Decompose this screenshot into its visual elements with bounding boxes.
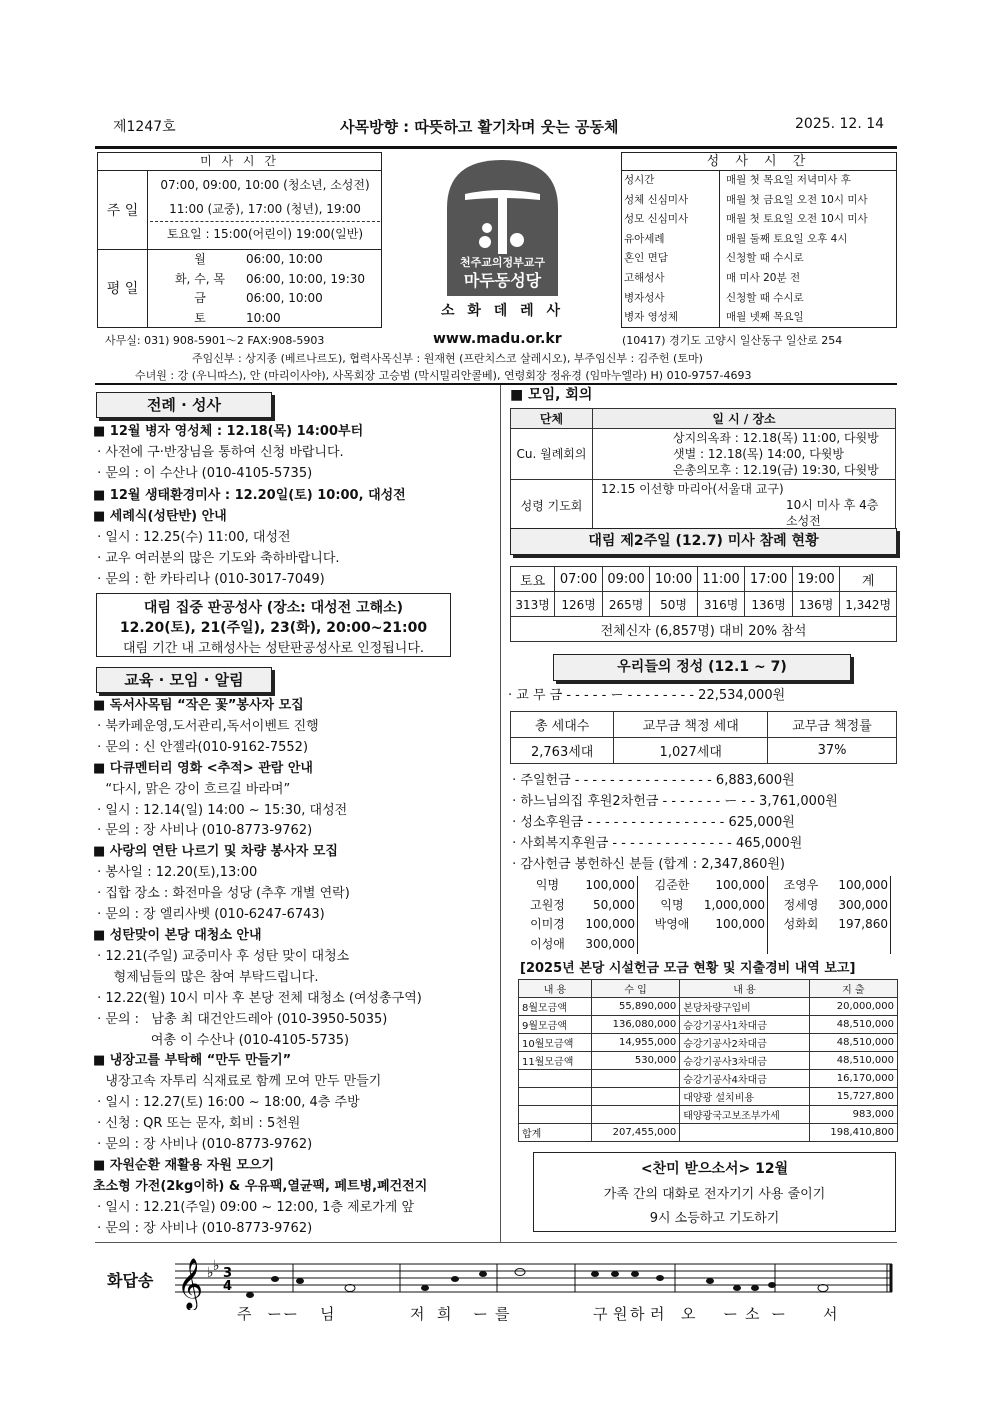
attendance-value: 265명: [602, 592, 650, 617]
offering-line: · 성소후원금 - - - - - - - - - - - - - - - - 625,000원: [508, 815, 795, 830]
header-rule: [95, 146, 897, 149]
meeting-group-cu: Cu. 월례회의: [511, 429, 593, 480]
facility-cell: [591, 1088, 679, 1106]
notice-line: · 12.21(주일) 교중미사 후 성탄 맞이 대청소: [93, 948, 350, 964]
attendance-head: 07:00: [555, 567, 603, 592]
offering-line: · 주일헌금 - - - - - - - - - - - - - - - - 6,883,600원: [508, 773, 795, 788]
facility-cell: 20,000,000: [809, 998, 897, 1016]
facility-cell: 8월모금액: [519, 998, 592, 1016]
notice-line: · 사전에 구·반장님을 통하여 신청 바랍니다.: [93, 445, 344, 461]
lyric-syllable: 오: [681, 1305, 696, 1323]
lyric-syllable: 원: [613, 1305, 628, 1323]
notice-line: · 일시 : 12.25(수) 11:00, 대성전: [93, 530, 291, 546]
facility-cell: 승강기공사1차대금: [680, 1016, 809, 1034]
facility-title: [2025년 본당 시설헌금 모금 현황 및 지출경비 내역 보고]: [520, 961, 856, 976]
facility-cell: [680, 1124, 809, 1142]
thanks-name: 박영애: [654, 917, 690, 931]
thanks-amount: 300,000: [570, 935, 638, 955]
psalm-label: 화답송: [107, 1271, 154, 1290]
svg-text:♭: ♭: [207, 1265, 214, 1281]
thanks-amount: [826, 935, 891, 955]
thanks-name: 이미경: [530, 917, 565, 931]
facility-cell: 530,000: [591, 1052, 679, 1070]
dues-value: 1,027세대: [614, 738, 768, 764]
meeting-line: 12.15 이선향 마리아(서울대 교구): [601, 482, 784, 496]
lyric-syllable: ー: [283, 1305, 299, 1323]
attendance-value: 1,342명: [840, 592, 897, 617]
lyric-syllable: 희: [437, 1305, 452, 1323]
sacrament-time: 신청할 때 수시로: [726, 252, 804, 265]
lyric-syllable: 소: [745, 1305, 760, 1323]
facility-cell: 14,955,000: [591, 1034, 679, 1052]
facility-cell: 승강기공사4차대금: [680, 1070, 809, 1088]
thanks-row: [525, 896, 899, 916]
svg-text:𝄞: 𝄞: [177, 1258, 204, 1309]
sacrament-time: 매 미사 20분 전: [726, 271, 801, 284]
notice-line: ■ 다큐멘터리 영화 <추적> 관람 안내: [93, 760, 313, 776]
facility-cell: [519, 1088, 592, 1106]
facility-head: 지 출: [809, 980, 897, 998]
facility-cell: 본당차량구입비: [680, 998, 809, 1016]
lyric-syllable: 서: [823, 1305, 838, 1323]
facility-cell: [591, 1106, 679, 1124]
facility-row: [519, 1034, 898, 1052]
thanks-name: 조영우: [783, 878, 819, 892]
laudato-si-title: <찬미 받으소서> 12월: [640, 1161, 789, 1177]
weekday-day: 화, 수, 목: [174, 271, 226, 286]
music-staff: [175, 1250, 895, 1310]
sacrament-time: 매월 둘째 토요일 오후 4시: [726, 232, 848, 245]
thanks-name: [776, 935, 826, 955]
attendance-head: 토요: [511, 567, 555, 592]
attendance-head: 19:00: [792, 567, 840, 592]
facility-row: [519, 1052, 898, 1070]
laudato-si-box: [533, 1152, 896, 1232]
facility-head: 내 용: [519, 980, 592, 998]
facility-row: [519, 1124, 898, 1142]
sacrament-name: 고해성사: [622, 269, 720, 289]
facility-cell: [519, 1106, 592, 1124]
dues-line: · 교 무 금 - - - - - ー - - - - - - - - 22,534,000원: [508, 688, 786, 703]
patron-saint: 소 화 데 레 사: [440, 303, 565, 319]
thanks-amount: 50,000: [570, 896, 638, 916]
facility-cell: 합계: [519, 1124, 592, 1142]
lyric-syllable: ー: [267, 1305, 283, 1323]
thanks-row: [525, 935, 899, 955]
notice-line: ■ 12월 생태환경미사 : 12.20일(토) 10:00, 대성전: [93, 487, 406, 503]
weekday-time: 06:00, 10:00: [246, 252, 323, 266]
notice-line: “다시, 맑은 강이 흐르길 바라며”: [93, 781, 291, 797]
weekday-time: 06:00, 10:00: [246, 291, 323, 305]
meeting-group-prayer: 성령 기도회: [511, 480, 593, 531]
laudato-si-line-1: 가족 간의 대화로 전자기기 사용 줄이기: [603, 1187, 826, 1202]
svg-text:3: 3: [223, 1266, 233, 1281]
issue-date: 2025. 12. 14: [795, 116, 885, 132]
sacrament-name: 병자성사: [622, 289, 720, 309]
facility-row: [519, 1088, 898, 1106]
facility-cell: 11월모금액: [519, 1052, 592, 1070]
notice-line: ■ 독서사목팀 “작은 꽃”봉사자 모집: [93, 698, 304, 713]
attendance-title: 대림 제2주일 (12.7) 미사 참례 현황: [510, 528, 897, 555]
lyric-syllable: 를: [495, 1305, 510, 1323]
facility-head: 내 용: [680, 980, 809, 998]
svg-text:♭: ♭: [213, 1258, 220, 1274]
attendance-value: 136명: [745, 592, 793, 617]
dues-value: 37%: [768, 738, 897, 764]
meeting-line: 10시 미사 후 4층 소성전: [786, 498, 879, 528]
facility-table: [518, 979, 898, 1142]
sacrament-row: [622, 289, 896, 309]
meeting-line: 상지의옥좌 : 12.18(목) 11:00, 다윗방: [673, 431, 879, 445]
attendance-head: 11:00: [697, 567, 745, 592]
thanks-row: [525, 915, 899, 935]
facility-row: [519, 1016, 898, 1034]
facility-row: [519, 998, 898, 1016]
offering-line: · 감사헌금 봉헌하신 분들 (합계 : 2,347,860원): [508, 857, 785, 872]
thanks-name: 정세영: [783, 897, 819, 912]
thanks-name: 고원정: [530, 897, 565, 912]
attendance-head: 계: [840, 567, 897, 592]
offering-line: · 하느님의집 후원2차헌금 - - - - - - - ー - - 3,761,000원: [508, 794, 838, 809]
notice-line: · 문의 : 장 사비나 (010-8773-9762): [93, 1220, 313, 1236]
attendance-value: 313명: [511, 592, 555, 617]
facility-cell: 55,890,000: [591, 998, 679, 1016]
facility-cell: 15,727,800: [809, 1088, 897, 1106]
facility-cell: 10월모금액: [519, 1034, 592, 1052]
facility-row: [519, 1106, 898, 1124]
thanks-name: [646, 935, 698, 955]
confession-notice: [96, 593, 451, 657]
sacrament-name: 병자 영성체: [622, 308, 720, 328]
meetings-col-time: 일 시 / 장소: [593, 409, 896, 429]
thanks-amount: [698, 935, 768, 955]
notice-line: ■ 냉장고를 부탁해 “만두 만들기”: [93, 1053, 292, 1069]
sacrament-name: 유아세례: [622, 230, 720, 250]
column-divider: [500, 385, 501, 1242]
notice-line: · 집합 장소 : 화전마을 성당 (추후 개별 연락): [93, 886, 350, 902]
weekday-day: 토: [194, 310, 206, 325]
facility-cell: 48,510,000: [809, 1034, 897, 1052]
sacrament-time: 매월 첫 목요일 저녁미사 후: [726, 174, 851, 186]
facility-cell: 승강기공사2차대금: [680, 1034, 809, 1052]
attendance-total: 전체신자 (6,857명) 대비 20% 참석: [511, 617, 897, 642]
sunday-schedule: [150, 173, 380, 246]
attendance-value: 136명: [792, 592, 840, 617]
dues-head: 교무금 책정률: [768, 712, 897, 738]
thanks-name: 익명: [660, 897, 684, 912]
lyric-syllable: 저: [410, 1305, 425, 1323]
sacrament-name: 성체 신심미사: [622, 191, 720, 211]
issue-number: 제1247호: [113, 119, 176, 135]
notice-line: · 일시 : 12.14(일) 14:00 ~ 15:30, 대성전: [93, 802, 348, 818]
sacraments-box: [621, 152, 897, 328]
footer-rule: [95, 1242, 897, 1243]
dues-head: 교무금 책정 세대: [614, 712, 768, 738]
facility-cell: 198,410,800: [809, 1124, 897, 1142]
liturgy-section-title: 전례 · 성사: [96, 392, 272, 418]
facility-cell: 대양광 설치비용: [680, 1088, 809, 1106]
weekday-day: 금: [194, 291, 206, 305]
facility-head: 수 입: [591, 980, 679, 998]
lyric-syllable: 주: [237, 1305, 252, 1323]
thanks-amount: 197,860: [826, 915, 891, 935]
thanks-row: [525, 876, 899, 896]
meeting-cu-times: [593, 429, 896, 480]
sunday-line-2: 11:00 (교중), 17:00 (청년), 19:00: [150, 197, 380, 222]
notice-line: · 일시 : 12.21(주일) 09:00 ~ 12:00, 1층 제로가게 앞: [93, 1199, 414, 1215]
facility-cell: 승강기공사3차대금: [680, 1052, 809, 1070]
sacrament-name: 성모 신심미사: [622, 210, 720, 230]
staff-line-2: 수녀원 : 강 (우니따스), 안 (마리이사야), 사목회장 고승범 (막시밀리안콜베), 연령회장 정유경 (임마누엘라) H) 010-9757-4693: [135, 369, 752, 382]
website-link[interactable]: www.madu.or.kr: [433, 331, 562, 347]
facility-cell: 16,170,000: [809, 1070, 897, 1088]
notice-line: ■ 12월 병자 영성체 : 12.18(목) 14:00부터: [93, 424, 364, 439]
psalm-lyrics: [175, 1303, 895, 1323]
lyric-syllable: ー: [771, 1305, 787, 1323]
attendance-value: 316명: [697, 592, 745, 617]
pastoral-motto: 사목방향 : 따뜻하고 활기차며 웃는 공동체: [340, 118, 619, 136]
sacrament-name: 성시간: [622, 171, 720, 191]
dues-value: 2,763세대: [511, 738, 614, 764]
sacrament-row: [622, 230, 896, 250]
mass-times-box: [97, 152, 382, 328]
sacraments-title: 성 사 시 간: [622, 153, 896, 171]
weekday-label: 평 일: [98, 249, 148, 327]
sacrament-row: [622, 171, 896, 191]
sacrament-row: [622, 269, 896, 289]
offering-line: · 사회복지후원금 - - - - - - - - - - - - - - 465,000원: [508, 836, 803, 851]
education-section-title: 교육 · 모임 · 알림: [96, 667, 272, 693]
thanks-amount: 100,000: [570, 915, 638, 935]
sacrament-name: 혼인 면담: [622, 249, 720, 269]
facility-cell: 983,000: [809, 1106, 897, 1124]
sunday-line-3: 토요일 : 15:00(어린이) 19:00(일반): [166, 227, 364, 241]
notice-line: · 일시 : 12.27(토) 16:00 ~ 18:00, 4층 주방: [93, 1095, 360, 1111]
thanks-amount: 100,000: [698, 915, 768, 935]
notice-line: ■ 사랑의 연탄 나르기 및 차량 봉사자 모집: [93, 844, 338, 860]
meetings-table: [510, 408, 896, 531]
laudato-si-line-2: 9시 소등하고 기도하기: [649, 1211, 780, 1226]
facility-cell: [519, 1070, 592, 1088]
notice-line: · 문의 : 장 엘리사벳 (010-6247-6743): [93, 907, 325, 923]
facility-cell: 태양광국고보조부가세: [680, 1106, 809, 1124]
weekday-schedule: [154, 250, 379, 328]
address: (10417) 경기도 고양시 일산동구 일산로 254: [622, 334, 843, 347]
staff-rule: [95, 383, 897, 385]
thanks-name: 익명: [535, 878, 560, 892]
thanks-amount: 100,000: [826, 876, 891, 896]
dues-head: 총 세대수: [511, 712, 614, 738]
sacrament-time: 매월 첫 금요일 오전 10시 미사: [726, 193, 868, 206]
sacrament-time: 매월 넷째 목요일: [726, 311, 804, 324]
attendance-head: 17:00: [745, 567, 793, 592]
weekday-day: 월: [194, 252, 206, 266]
notice-line: · 12.22(월) 10시 미사 후 본당 전체 대청소 (여성총구역): [93, 990, 422, 1006]
attendance-value: 126명: [555, 592, 603, 617]
notice-line: 냉장고속 자투리 식재료로 함께 모여 만두 만들기: [93, 1074, 382, 1090]
thanks-amount: 1,000,000: [698, 896, 768, 916]
lyric-syllable: 구: [593, 1305, 608, 1323]
weekday-time: 06:00, 10:00, 19:30: [246, 271, 366, 286]
svg-text:4: 4: [223, 1279, 233, 1294]
notice-line: · 문의 : 장 사비나 (010-8773-9762): [93, 1137, 313, 1153]
sacrament-row: [622, 210, 896, 230]
notice-line: ■ 세례식(성탄반) 안내: [93, 508, 227, 524]
logo-parish: 마두동성당: [463, 271, 542, 290]
facility-cell: 48,510,000: [809, 1052, 897, 1070]
notice-line: · 문의 : 이 수산나 (010-4105-5735): [93, 466, 313, 482]
thanks-name: 이성애: [530, 936, 565, 951]
thanks-amount: 100,000: [570, 876, 638, 896]
facility-cell: 48,510,000: [809, 1016, 897, 1034]
thanks-name: 김준한: [654, 878, 690, 892]
notice-line: · 북카페운영,도서관리,독서이벤트 진행: [93, 718, 319, 734]
meeting-prayer-times: [593, 480, 896, 531]
lyric-syllable: 하: [630, 1305, 645, 1323]
notice-line: 형제님들의 많은 참여 부탁드립니다.: [93, 969, 319, 985]
thanks-amount: 300,000: [826, 896, 891, 916]
mass-times-title: 미 사 시 간: [98, 153, 381, 171]
notice-line: · 문의 : 장 사비나 (010-8773-9762): [93, 823, 313, 839]
lyric-syllable: ー: [473, 1305, 489, 1323]
staff-line-1: 주임신부 : 상지종 (베르나르도), 협력사목신부 : 원재현 (프란치스코 살레시오), 부주임신부 : 김주헌 (토마): [192, 352, 703, 365]
meetings-title: ■ 모임, 회의: [510, 387, 593, 403]
confession-line-2: 12.20(토), 21(주일), 23(화), 20:00~21:00: [119, 620, 428, 636]
meeting-line: 샛별 : 12.18(목) 14:00, 다윗방: [673, 447, 844, 461]
lyric-syllable: 러: [650, 1305, 665, 1323]
attendance-head: 10:00: [650, 567, 698, 592]
notice-line: 여총 이 수산나 (010-4105-5735): [93, 1032, 350, 1048]
meetings-col-group: 단체: [511, 409, 593, 429]
notice-line: ■ 자원순환 재활용 자원 모으기: [93, 1157, 275, 1173]
notice-line: · 신청 : QR 또는 문자, 회비 : 5천원: [93, 1116, 301, 1132]
facility-cell: 207,455,000: [591, 1124, 679, 1142]
notice-line: ■ 성탄맞이 본당 대청소 안내: [93, 927, 262, 943]
sunday-line-1: 07:00, 09:00, 10:00 (청소년, 소성전): [160, 178, 370, 192]
sacrament-time: 매월 첫 토요일 오전 10시 미사: [726, 213, 868, 226]
confession-line-1: 대림 집중 판공성사 (장소: 대성전 고해소): [143, 600, 404, 616]
lyric-syllable: ー: [723, 1305, 739, 1323]
confession-line-3: 대림 기간 내 고해성사는 성탄판공성사로 인정됩니다.: [122, 641, 425, 656]
dues-table: [510, 711, 897, 764]
facility-cell: 136,080,000: [591, 1016, 679, 1034]
weekday-time: 10:00: [246, 310, 281, 325]
offering-title: 우리들의 정성 (12.1 ~ 7): [553, 654, 851, 681]
office-contact: 사무실: 031) 908-5901～2 FAX:908-5903: [105, 334, 325, 347]
notice-line: 초소형 가전(2kg이하) & 우유팩,열균팩, 페트병,폐건전지: [93, 1178, 428, 1194]
notice-line: · 교우 여러분의 많은 기도와 축하바랍니다.: [93, 551, 340, 567]
attendance-table: [510, 566, 897, 642]
sacrament-time: 신청할 때 수시로: [726, 291, 804, 304]
thanks-amount: 100,000: [698, 876, 768, 896]
notice-line: · 문의 : 남총 최 대건안드레아 (010-3950-5035): [93, 1011, 388, 1027]
facility-cell: 9월모금액: [519, 1016, 592, 1034]
facility-cell: [591, 1070, 679, 1088]
logo-diocese: 천주교의정부교구: [459, 256, 545, 269]
lyric-syllable: 님: [320, 1305, 335, 1323]
attendance-value: 50명: [650, 592, 698, 617]
notice-line: · 문의 : 한 카타리나 (010-3017-7049): [93, 572, 325, 588]
notice-line: · 문의 : 신 안젤라(010-9162-7552): [93, 739, 309, 755]
notice-line: · 봉사일 : 12.20(토),13:00: [93, 865, 258, 881]
sacrament-row: [622, 249, 896, 269]
thanks-name: 성화회: [783, 917, 819, 931]
meeting-line: 은총의모후 : 12.19(금) 19:30, 다윗방: [673, 463, 879, 477]
facility-row: [519, 1070, 898, 1088]
sacrament-row: [622, 191, 896, 211]
sunday-label: 주 일: [98, 171, 148, 249]
sacrament-row: [622, 308, 896, 328]
attendance-head: 09:00: [602, 567, 650, 592]
